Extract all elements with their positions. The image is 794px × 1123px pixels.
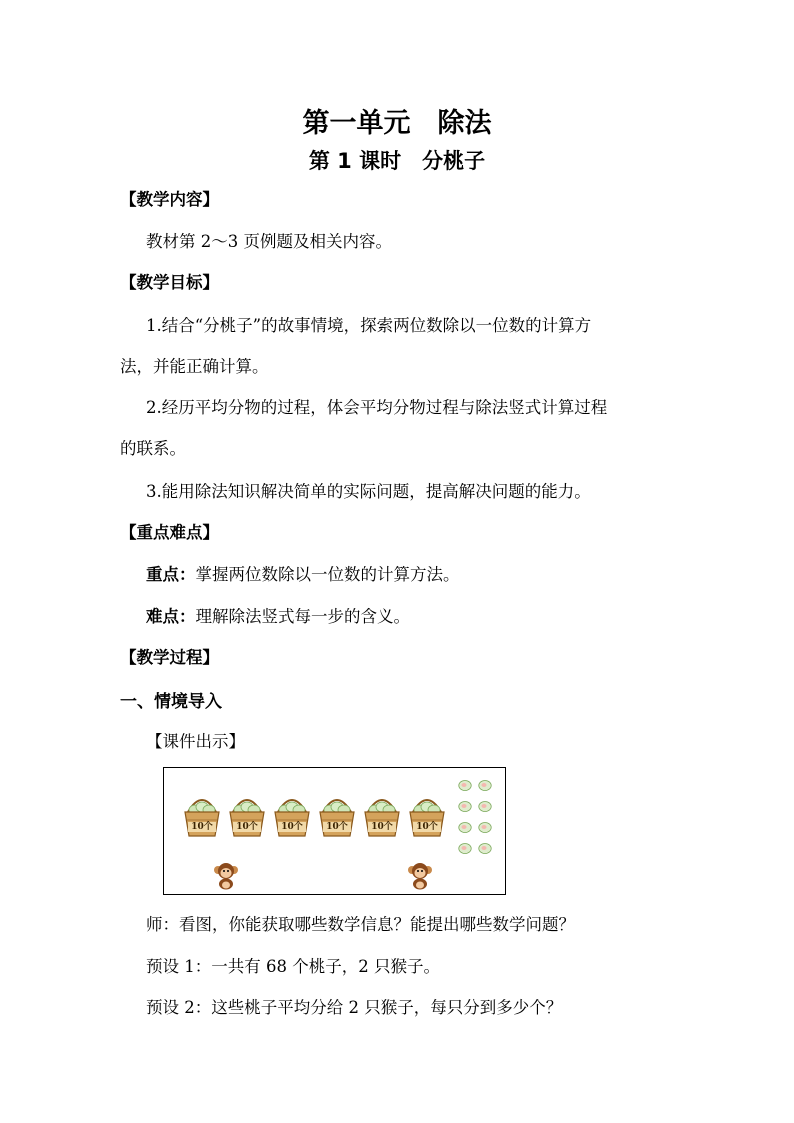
section-heading-content: 【教学内容】 (120, 190, 219, 209)
basket-label: 10个 (413, 822, 441, 832)
section-heading-process: 【教学过程】 (120, 648, 219, 667)
peach-icon (478, 776, 492, 788)
peach-illustration (163, 767, 506, 895)
difficult-label: 难点： (146, 607, 196, 626)
preset-2: 预设 2：这些桃子平均分给 2 只猴子，每只分到多少个？ (146, 998, 563, 1017)
monkey-icon (212, 860, 240, 890)
peach-basket (227, 790, 267, 838)
peach-icon (458, 818, 472, 830)
basket-label: 10个 (323, 822, 351, 832)
peach-icon (478, 797, 492, 809)
peach-icon (478, 818, 492, 830)
peach-basket (272, 790, 312, 838)
goal-3: 3.能用除法知识解决简单的实际问题，提高解决问题的能力。 (146, 482, 591, 501)
courseware-label: 【课件出示】 (146, 732, 245, 751)
preset-1: 预设 1：一共有 68 个桃子，2 只猴子。 (146, 957, 440, 976)
peach-basket (362, 790, 402, 838)
key-point (146, 563, 460, 587)
part-heading-intro: 一、情境导入 (120, 692, 222, 712)
peach-basket (182, 790, 222, 838)
peach-basket (407, 790, 447, 838)
key-text: 掌握两位数除以一位数的计算方法。 (195, 565, 460, 584)
goal-1-line-1: 1.结合“分桃子”的故事情境，探索两位数除以一位数的计算方 (146, 316, 592, 335)
basket-label: 10个 (368, 822, 396, 832)
goal-2-line-2: 的联系。 (120, 439, 186, 458)
section-heading-key: 【重点难点】 (120, 523, 219, 542)
lesson-subtitle: 第 1 课时 分桃子 (308, 149, 486, 173)
content-text: 教材第 2～3 页例题及相关内容。 (146, 232, 392, 251)
basket-label: 10个 (278, 822, 306, 832)
difficult-point (146, 605, 410, 629)
goal-2-line-1: 2.经历平均分物的过程，体会平均分物过程与除法竖式计算过程 (146, 398, 608, 417)
peach-basket (317, 790, 357, 838)
peach-icon (478, 839, 492, 851)
peach-icon (458, 839, 472, 851)
peach-icon (458, 797, 472, 809)
goal-1-line-2: 法，并能正确计算。 (120, 357, 269, 376)
peach-icon (458, 776, 472, 788)
basket-label: 10个 (188, 822, 216, 832)
teacher-question: 师：看图，你能获取哪些数学信息？能提出哪些数学问题？ (146, 915, 575, 934)
key-label: 重点： (146, 565, 196, 584)
monkey-icon (406, 860, 434, 890)
page-title: 第一单元 除法 (302, 108, 492, 139)
section-heading-goals: 【教学目标】 (120, 273, 219, 292)
difficult-text: 理解除法竖式每一步的含义。 (195, 607, 410, 626)
basket-label: 10个 (233, 822, 261, 832)
